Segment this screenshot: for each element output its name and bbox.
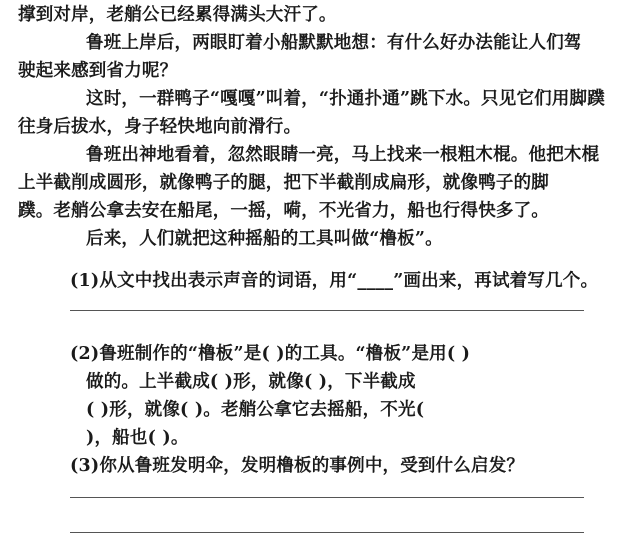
passage-line-7: 上半截削成圆形，就像鸭子的腿，把下半截削成扁形，就像鸭子的脚: [18, 173, 549, 193]
passage-line-1: 撑到对岸，老艄公已经累得满头大汗了。: [18, 5, 337, 25]
passage-line-3: 驶起来感到省力呢？: [18, 61, 178, 81]
answer-line-q3-2[interactable]: [70, 532, 584, 533]
question-2-line-3: ( )形，就像( )。老艄公拿它去摇船，不光(: [86, 400, 425, 420]
passage-line-6: 鲁班出神地看着，忽然眼睛一亮，马上找来一根粗木棍。他把木棍: [86, 145, 600, 165]
question-2-line-4: )，船也( )。: [86, 428, 189, 448]
passage-line-8: 蹼。老艄公拿去安在船尾，一摇，嗬，不光省力，船也行得快多了。: [18, 201, 549, 221]
question-3: (3)你从鲁班发明伞，发明橹板的事例中，受到什么启发？: [70, 456, 525, 476]
passage-line-9: 后来，人们就把这种摇船的工具叫做“橹板”。: [86, 229, 443, 249]
answer-line-q1[interactable]: [70, 310, 584, 311]
question-2-line-1: (2)鲁班制作的“橹板”是( )的工具。“橹板”是用( ): [70, 344, 471, 364]
passage-line-2: 鲁班上岸后，两眼盯着小船默默地想：有什么好办法能让人们驾: [86, 33, 582, 53]
passage-line-4: 这时，一群鸭子“嘎嘎”叫着，“扑通扑通”跳下水。只见它们用脚蹼: [86, 89, 605, 109]
answer-line-q3-1[interactable]: [70, 497, 584, 498]
question-2-line-2: 做的。上半截成( )形，就像( )，下半截成: [86, 372, 416, 392]
passage-line-5: 往身后拔水，身子轻快地向前滑行。: [18, 117, 302, 137]
question-1: (1)从文中找出表示声音的词语，用“____”画出来，再试着写几个。: [70, 271, 599, 291]
